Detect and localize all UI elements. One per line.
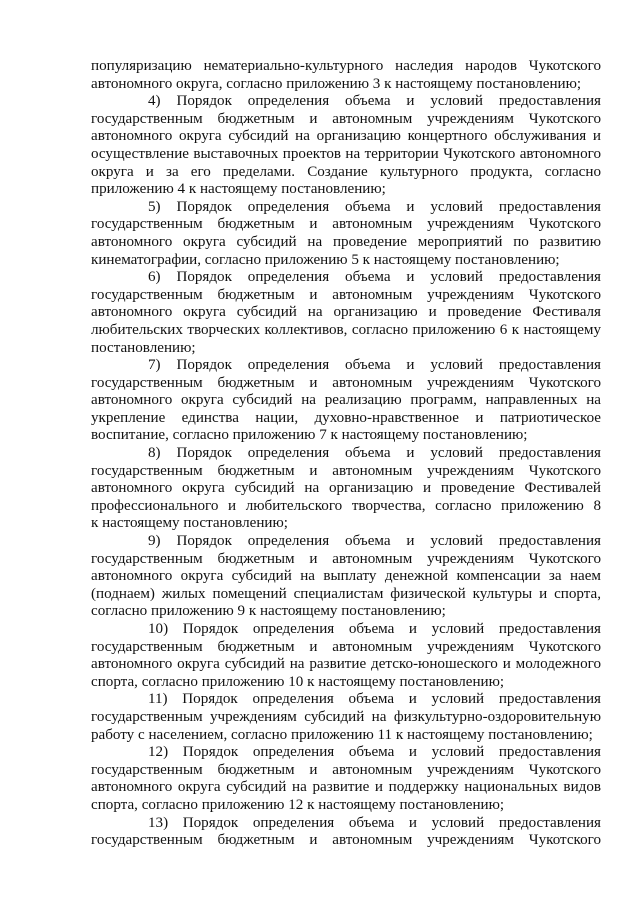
document-text-line: 13) Порядок определения объема и условий предоставления	[148, 814, 601, 831]
document-text-line: осуществление выставочных проектов на территории Чукотского автономного	[91, 145, 601, 162]
document-text-line: любительских творческих коллективов, согласно приложению 6 к настоящему	[91, 321, 601, 338]
document-text-line: приложению 4 к настоящему постановлению;	[91, 181, 386, 198]
document-text-line: округа и за его пределами. Создание культурного продукта, согласно	[91, 163, 601, 180]
document-text-line: 8) Порядок определения объема и условий предоставления	[148, 445, 601, 462]
document-text-line: 4) Порядок определения объема и условий предоставления	[148, 93, 601, 110]
document-text-line: автономного округа субсидий на организацию концертного обслуживания и	[91, 128, 601, 145]
document-text-line: спорта, согласно приложению 12 к настоящему постановлению;	[91, 796, 505, 813]
document-text-line: 7) Порядок определения объема и условий предоставления	[148, 357, 601, 374]
document-text-line: государственным бюджетным и автономным учреждениям Чукотского	[91, 550, 601, 567]
document-text-line: автономного округа субсидий на развитие и поддержку национальных видов	[91, 779, 601, 796]
document-text-line: автономного округа субсидий на организацию и проведение Фестивалей	[91, 480, 601, 497]
document-text-line: 12) Порядок определения объема и условий предоставления	[148, 744, 601, 761]
document-text-line: 6) Порядок определения объема и условий предоставления	[148, 269, 601, 286]
document-text-line: государственным бюджетным и автономным учреждениям Чукотского	[91, 110, 601, 127]
document-text-line: к настоящему постановлению;	[91, 515, 288, 532]
document-text-line: автономного округа субсидий на организацию и проведение Фестиваля	[91, 304, 601, 321]
document-text-line: автономного округа субсидий на развитие детско-юношеского и молодежного	[91, 656, 601, 673]
document-text-line: согласно приложению 9 к настоящему постановлению;	[91, 603, 446, 620]
document-text-line: государственным бюджетным и автономным учреждениям Чукотского	[91, 832, 601, 849]
document-text-line: государственным бюджетным и автономным учреждениям Чукотского	[91, 216, 601, 233]
document-text-line: автономного округа субсидий на проведение мероприятий по развитию	[91, 233, 601, 250]
document-text-line: автономного округа субсидий на выплату денежной компенсации за наем	[91, 568, 601, 585]
document-text-line: воспитание, согласно приложению 7 к настоящему постановлению;	[91, 427, 528, 444]
document-text-line: 11) Порядок определения объема и условий предоставления	[148, 691, 601, 708]
document-text-line: укрепление единства нации, духовно-нравственное и патриотическое	[91, 409, 601, 426]
document-text-line: 10) Порядок определения объема и условий предоставления	[148, 621, 601, 637]
document-body	[91, 58, 601, 850]
document-text-line: государственным бюджетным и автономным учреждениям Чукотского	[91, 374, 601, 391]
document-text-line: государственным бюджетным и автономным учреждениям Чукотского	[91, 462, 601, 479]
document-text-line: государственным бюджетным и автономным учреждениям Чукотского	[91, 286, 601, 303]
document-text-line: кинематографии, согласно приложению 5 к настоящему постановлению;	[91, 251, 560, 268]
document-text-line: спорта, согласно приложению 10 к настоящему постановлению;	[91, 673, 505, 690]
document-text-line: государственным бюджетным и автономным учреждениям Чукотского	[91, 761, 601, 778]
document-text-line: постановлению;	[91, 339, 196, 356]
document-text-line: государственным бюджетным и автономным учреждениям Чукотского	[91, 638, 601, 655]
document-text-line: 9) Порядок определения объема и условий предоставления	[148, 533, 601, 550]
document-text-line: автономного округа субсидий на реализацию программ, направленных на	[91, 392, 601, 409]
document-text-line: 5) Порядок определения объема и условий предоставления	[148, 198, 601, 215]
document-text-line: автономного округа, согласно приложению 3 к настоящему постановлению;	[91, 75, 582, 92]
document-text-line: работу с населением, согласно приложению 11 к настоящему постановлению;	[91, 726, 593, 743]
document-text-line: государственным учреждениям субсидий на физкультурно-оздоровительную	[91, 708, 601, 725]
document-text-line: популяризацию нематериально-культурного наследия народов Чукотского	[91, 58, 601, 74]
document-text-line: профессионального и любительского творчества, согласно приложению 8	[91, 497, 601, 514]
document-text-line: (поднаем) жилых помещений специалистам физической культуры и спорта,	[91, 585, 601, 602]
